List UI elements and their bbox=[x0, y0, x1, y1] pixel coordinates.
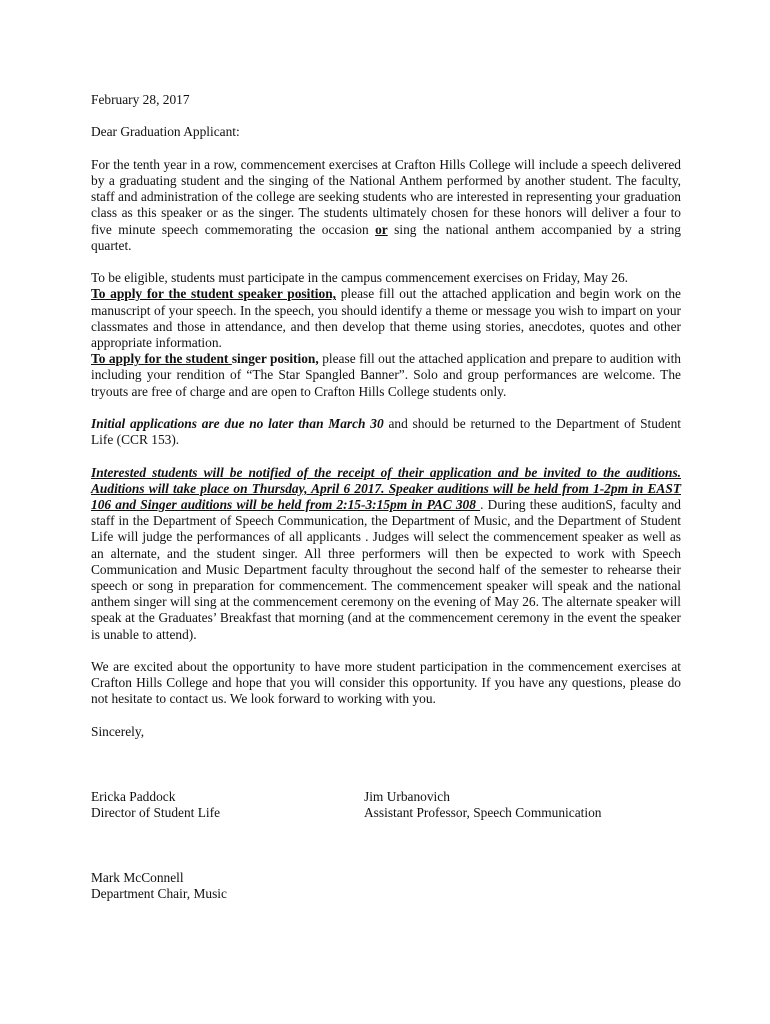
signatory-title: Assistant Professor, Speech Communication bbox=[364, 804, 602, 820]
signatory-name: Jim Urbanovich bbox=[364, 788, 450, 804]
signatory-title: Director of Student Life bbox=[91, 804, 221, 820]
paragraph-deadline bbox=[91, 416, 681, 448]
paragraph-closing: We are excited about the opportunity to have more student participation in the commencement exercises at Crafton Hills College and hope that you will consider this opportunity. If you have any questions, please do not hesitate to contact us. We look forward to working with you. bbox=[91, 659, 681, 707]
signatory-3 bbox=[91, 870, 681, 902]
paragraph-eligibility bbox=[91, 270, 681, 400]
signatory-1 bbox=[91, 789, 364, 821]
deadline-emphasis: Initial applications are due no later than March 30 bbox=[91, 416, 384, 431]
auditions-emphasis: Interested students will be notified of the receipt of their application and be invited to the auditions. Auditions will take place on Thursday, April 6 2017. Speaker auditions will be held from 1-2pm in EAST 106 and Singer auditions will be held from 2:15-3:15pm in PAC 308 bbox=[91, 464, 681, 512]
salutation: Dear Graduation Applicant: bbox=[91, 124, 240, 140]
intro-or-emphasis: or bbox=[375, 221, 388, 237]
singer-position-label-end: singer position, bbox=[231, 351, 319, 367]
signatory-name: Mark McConnell bbox=[91, 869, 184, 885]
signatory-title: Department Chair, Music bbox=[91, 885, 227, 901]
intro-text-end: sing the national anthem accompanied by a string quartet. bbox=[91, 221, 681, 253]
singer-position-label-start: To apply for the student bbox=[91, 351, 232, 367]
signatory-name: Ericka Paddock bbox=[91, 788, 176, 804]
signature-row bbox=[91, 789, 681, 821]
speaker-position-text: please fill out the attached application and begin work on the manuscript of your speech. In the speech, you should identify a theme or message you wish to impart on your classmates and those in attendance, and then develop that theme using stories, anecdotes, quotes and other appropriate information. bbox=[91, 286, 681, 350]
deadline-text: and should be returned to the Department of Student Life (CCR 153). bbox=[91, 416, 681, 448]
letter-date: February 28, 2017 bbox=[91, 92, 190, 107]
signatory-2 bbox=[364, 789, 681, 821]
closing-sincerely: Sincerely, bbox=[91, 723, 145, 739]
paragraph-intro bbox=[91, 157, 681, 254]
auditions-text: . During these auditionS, faculty and staff in the Department of Speech Communication, the Department of Music, and the Department of Student Life will judge the performances of all applicants . Judges will select the commencement speaker as well as an alternate, and the student singer. All three performers will then be expected to work with Speech Communication and Music Department faculty throughout the second half of the semester to rehearse their speech or song in preparation for commencement. The commencement speaker will speak and the national anthem singer will sing at the commencement ceremony on the evening of May 26. The alternate speaker will speak at the Graduates’ Breakfast that morning (and at the commencement ceremony in the event the speaker is unable to attend). bbox=[91, 497, 681, 642]
singer-position-text: please fill out the attached application and prepare to audition with including your rendition of “The Star Spangled Banner”. Solo and group performances are welcome. The tryouts are free of charge and are open to Crafton Hills College students only. bbox=[91, 351, 681, 399]
letter-body bbox=[91, 92, 681, 902]
eligibility-text: To be eligible, students must participate in the campus commencement exercises on Friday, May 26. bbox=[91, 270, 629, 286]
intro-text: For the tenth year in a row, commencement exercises at Crafton Hills College will include a speech delivered by a graduating student and the singing of the National Anthem performed by another student. The faculty, staff and administration of the college are seeking students who are interested in representing your graduation class as this speaker or as the singer. The students ultimately chosen for these honors will deliver a four to five minute speech commemorating the occasion bbox=[91, 156, 681, 237]
paragraph-auditions bbox=[91, 465, 681, 643]
speaker-position-label: To apply for the student speaker position, bbox=[91, 286, 337, 302]
